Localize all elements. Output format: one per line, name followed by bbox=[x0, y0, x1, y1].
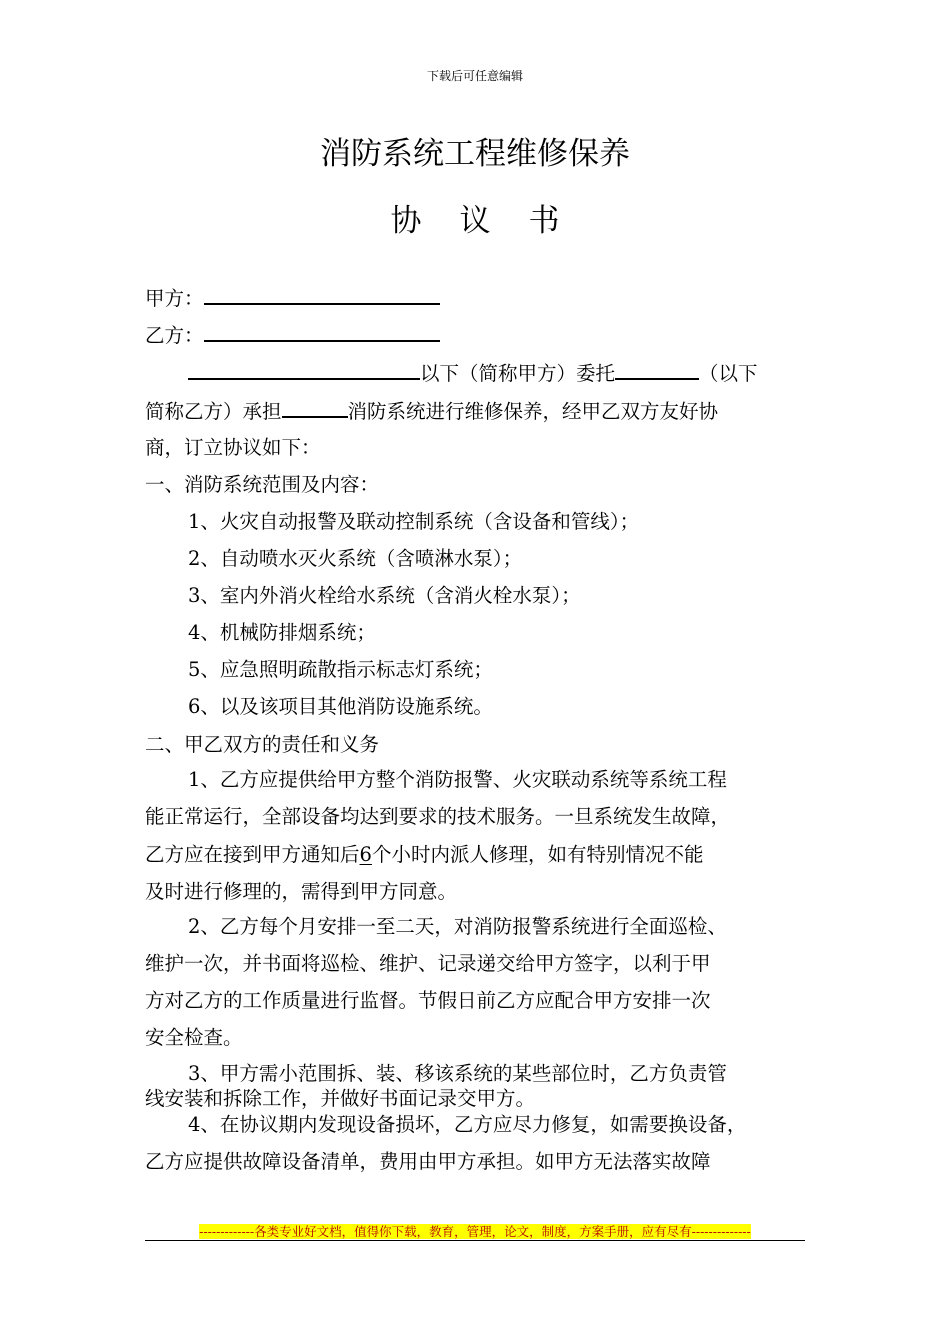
paragraph-line bbox=[145, 839, 703, 867]
section1-item: 4、机械防排烟系统； bbox=[188, 621, 376, 644]
intro-line-1 bbox=[145, 358, 758, 386]
party-b-blank bbox=[204, 322, 440, 342]
paragraph-line: 乙方应提供故障设备清单，费用由甲方承担。如甲方无法落实故障 bbox=[145, 1150, 711, 1173]
paragraph-line: 3、甲方需小范围拆、装、移该系统的某些部位时，乙方负责管 bbox=[188, 1062, 727, 1085]
paragraph-line: 线安装和拆除工作，并做好书面记录交甲方。 bbox=[145, 1087, 536, 1110]
section1-item: 5、应急照明疏散指示标志灯系统； bbox=[188, 658, 493, 681]
paragraph-line: 1、乙方应提供给甲方整个消防报警、火灾联动系统等系统工程 bbox=[188, 768, 727, 791]
paragraph-line: 安全检查。 bbox=[145, 1026, 243, 1049]
paragraph-line: 维护一次，并书面将巡检、维护、记录递交给甲方签字，以利于甲 bbox=[145, 952, 711, 975]
intro-line-2 bbox=[145, 396, 718, 424]
paragraph-line: 4、在协议期内发现设备损坏，乙方应尽力修复，如需要换设备， bbox=[188, 1113, 747, 1136]
paragraph-line: 2、乙方每个月安排一至二天，对消防报警系统进行全面巡检、 bbox=[188, 915, 727, 938]
section1-item: 1、火灾自动报警及联动控制系统（含设备和管线）； bbox=[188, 510, 640, 533]
party-a-label: 甲方： bbox=[145, 287, 204, 310]
intro-text: 简称乙方）承担 bbox=[145, 400, 282, 423]
party-a-line bbox=[145, 283, 440, 311]
intro-text: 消防系统进行维修保养，经甲乙双方友好协 bbox=[347, 400, 719, 423]
header-note: 下载后可任意编辑 bbox=[426, 69, 523, 83]
paragraph-line: 及时进行修理的，需得到甲方同意。 bbox=[145, 880, 458, 903]
intro-text: （以下 bbox=[699, 362, 758, 385]
paragraph-line: 能正常运行，全部设备均达到要求的技术服务。一旦系统发生故障， bbox=[145, 805, 731, 828]
party-b-line bbox=[145, 320, 440, 348]
footer-text: -------------各类专业好文档，值得你下载，教育，管理，论文，制度，方案手册，应有尽有-------------- bbox=[199, 1224, 751, 1239]
section1-item: 2、自动喷水灭火系统（含喷淋水泵）； bbox=[188, 547, 523, 570]
paragraph-text: 个小时内派人修理，如有特别情况不能 bbox=[371, 843, 704, 866]
intro-text: 以下（简称甲方）委托 bbox=[420, 362, 616, 385]
section1-item: 3、室内外消火栓给水系统（含消火栓水泵）； bbox=[188, 584, 581, 607]
paragraph-text: 乙方应在接到甲方通知后 bbox=[145, 843, 360, 866]
party-b-label: 乙方： bbox=[145, 324, 204, 347]
project-blank bbox=[282, 398, 348, 418]
client-blank bbox=[188, 360, 420, 380]
paragraph-line: 方对乙方的工作质量进行监督。节假日前乙方应配合甲方安排一次 bbox=[145, 989, 711, 1012]
section2-heading: 二、甲乙双方的责任和义务 bbox=[145, 733, 380, 756]
document-subtitle: 协议书 bbox=[390, 203, 598, 239]
section1-item: 6、以及该项目其他消防设施系统。 bbox=[188, 695, 493, 718]
footer-banner bbox=[0, 1222, 950, 1240]
footer-divider bbox=[145, 1240, 805, 1241]
response-hours: 6 bbox=[359, 843, 372, 866]
document-title: 消防系统工程维修保养 bbox=[320, 136, 630, 172]
intro-line-3: 商，订立协议如下： bbox=[145, 436, 321, 459]
section1-heading: 一、消防系统范围及内容： bbox=[145, 473, 380, 496]
party-a-blank bbox=[204, 285, 440, 305]
contractor-blank bbox=[615, 360, 699, 380]
